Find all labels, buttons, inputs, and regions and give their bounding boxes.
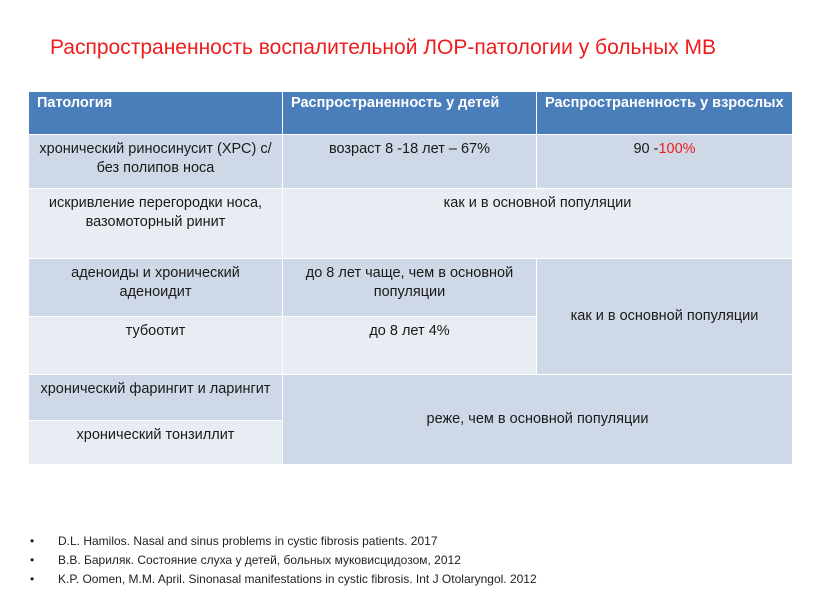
reference-text: D.L. Hamilos. Nasal and sinus problems in cystic fibrosis patients. 2017 (58, 534, 438, 548)
table-header-row (29, 92, 793, 135)
table-row (29, 135, 793, 189)
adults-value: 90 - (633, 141, 659, 157)
references-list (30, 532, 537, 589)
cell-pathology: тубоотит (29, 317, 283, 375)
bullet: • (30, 534, 35, 548)
reference-text: K.P. Oomen, M.M. April. Sinonasal manifestations in cystic fibrosis. Int J Otolaryngol. 2012 (58, 572, 537, 586)
cell-pathology: искривление перегородки носа, вазомоторный ринит (29, 189, 283, 259)
table-row (29, 259, 793, 317)
reference-item (30, 570, 537, 589)
cell-children: до 8 лет чаще, чем в основной популяции (283, 259, 537, 317)
slide-title: Распространенность воспалительной ЛОР-патологии у больных МВ (50, 36, 717, 59)
reference-item (30, 532, 537, 551)
cell-pathology: аденоиды и хронический аденоидит (29, 259, 283, 317)
header-adults: Распространенность у взрослых (537, 92, 793, 135)
table-row (29, 375, 793, 421)
cell-adults-merged: как и в основной популяции (537, 259, 793, 375)
cell-children: до 8 лет 4% (283, 317, 537, 375)
reference-item (30, 551, 537, 570)
cell-pathology: хронический риносинусит (ХРС) с/без полипов носа (29, 135, 283, 189)
reference-text: В.В. Бариляк. Состояние слуха у детей, больных муковисцидозом, 2012 (58, 553, 461, 567)
cell-adults (537, 135, 793, 189)
bullet: • (30, 553, 35, 567)
cell-merged-children-adults: реже, чем в основной популяции (283, 375, 793, 465)
cell-merged-children-adults: как и в основной популяции (283, 189, 793, 259)
cell-pathology: хронический фарингит и ларингит (29, 375, 283, 421)
cell-pathology: хронический тонзиллит (29, 421, 283, 465)
table-row (29, 189, 793, 259)
cell-children: возраст 8 -18 лет – 67% (283, 135, 537, 189)
prevalence-table (28, 91, 793, 465)
adults-highlight: 100% (658, 141, 696, 157)
bullet: • (30, 572, 35, 586)
header-pathology: Патология (29, 92, 283, 135)
header-children: Распространенность у детей (283, 92, 537, 135)
